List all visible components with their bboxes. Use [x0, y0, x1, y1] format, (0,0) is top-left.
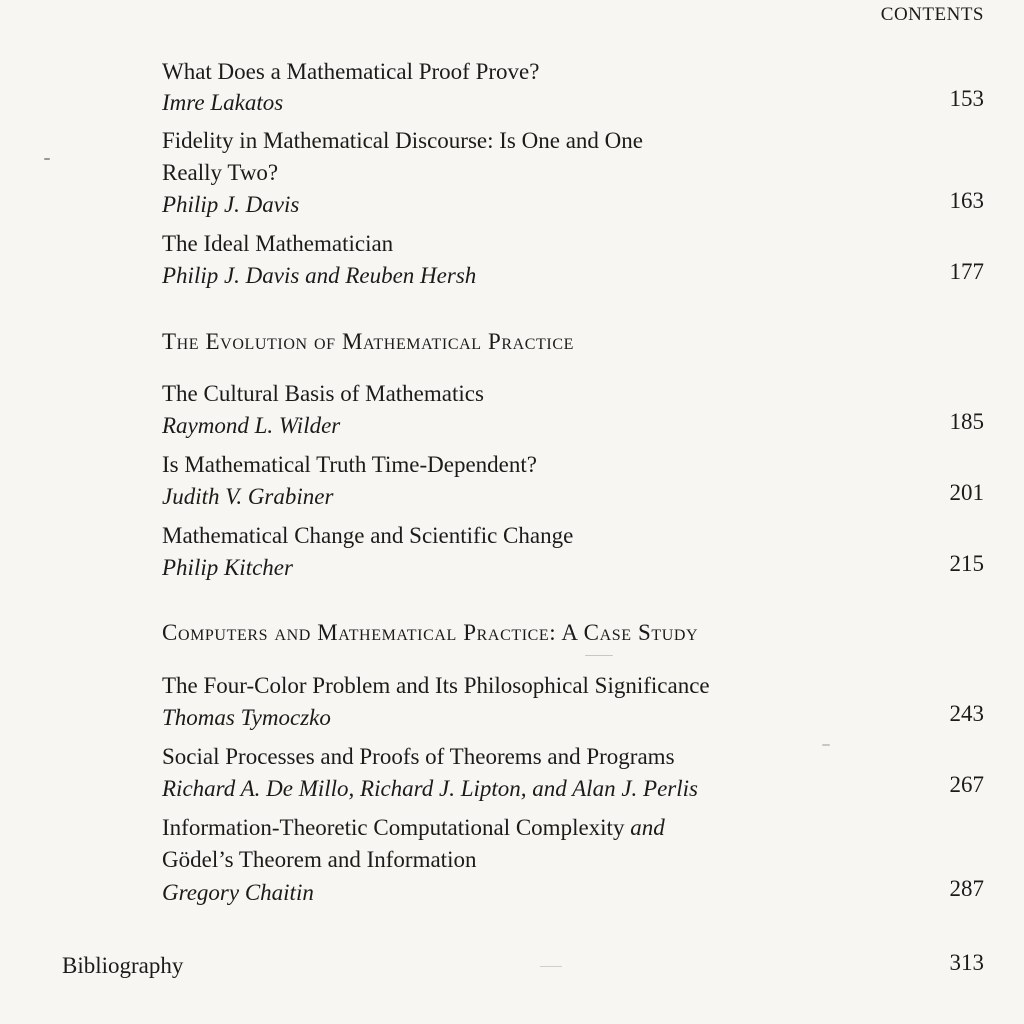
entry-title-godel-theorem: Gödel’s Theorem and Information: [162, 847, 477, 872]
entry-author-davis: Philip J. Davis: [162, 192, 300, 217]
entry-title-lakatos: What Does a Mathematical Proof Prove?: [162, 59, 540, 84]
entry-title-information-theoretic-part1: Information-Theoretic Computational Complexity: [162, 815, 625, 840]
entry-author-chaitin: Gregory Chaitin: [162, 880, 314, 905]
entry-title-fidelity-line1: Fidelity in Mathematical Discourse: Is One and One: [162, 128, 643, 153]
entry-page-lakatos: 153: [949, 86, 984, 111]
entry-page-chaitin: 287: [949, 876, 984, 901]
bibliography-title: Bibliography: [62, 953, 184, 978]
paper-speck: [540, 966, 562, 967]
entry-title-four-color: The Four-Color Problem and Its Philosophical Significance: [162, 673, 710, 698]
entry-title-truth-time-dependent: Is Mathematical Truth Time-Dependent?: [162, 452, 537, 477]
bibliography-page: 313: [949, 950, 984, 975]
entry-author-lakatos: Imre Lakatos: [162, 90, 284, 115]
entry-author-wilder: Raymond L. Wilder: [162, 413, 341, 438]
paper-speck: [585, 655, 613, 656]
paper-speck: [44, 158, 50, 160]
entry-author-tymoczko: Thomas Tymoczko: [162, 705, 331, 730]
entry-author-demillo-lipton-perlis: Richard A. De Millo, Richard J. Lipton, and Alan J. Perlis: [162, 776, 698, 801]
entry-title-cultural-basis: The Cultural Basis of Mathematics: [162, 381, 484, 406]
entry-title-social-processes: Social Processes and Proofs of Theorems and Programs: [162, 744, 675, 769]
entry-page-davis-hersh: 177: [949, 259, 984, 284]
entry-title-information-theoretic: [162, 813, 665, 843]
section-heading-evolution: The Evolution of Mathematical Practice: [162, 329, 575, 354]
section-heading-computers: Computers and Mathematical Practice: A Case Study: [162, 620, 699, 645]
entry-page-demillo-lipton-perlis: 267: [949, 772, 984, 797]
entry-page-grabiner: 201: [949, 480, 984, 505]
entry-title-fidelity-line2: Really Two?: [162, 160, 279, 185]
entry-author-davis-hersh: Philip J. Davis and Reuben Hersh: [162, 263, 477, 288]
entry-title-mathematical-change: Mathematical Change and Scientific Change: [162, 523, 574, 548]
entry-title-conjunction-and: and: [630, 815, 665, 840]
entry-page-kitcher: 215: [949, 551, 984, 576]
entry-author-grabiner: Judith V. Grabiner: [162, 484, 334, 509]
entry-page-tymoczko: 243: [949, 701, 984, 726]
entry-title-ideal-mathematician: The Ideal Mathematician: [162, 231, 394, 256]
paper-speck: [822, 744, 830, 746]
entry-author-kitcher: Philip Kitcher: [162, 555, 293, 580]
running-head: CONTENTS: [880, 4, 984, 25]
entry-page-davis: 163: [949, 188, 984, 213]
entry-page-wilder: 185: [949, 409, 984, 434]
